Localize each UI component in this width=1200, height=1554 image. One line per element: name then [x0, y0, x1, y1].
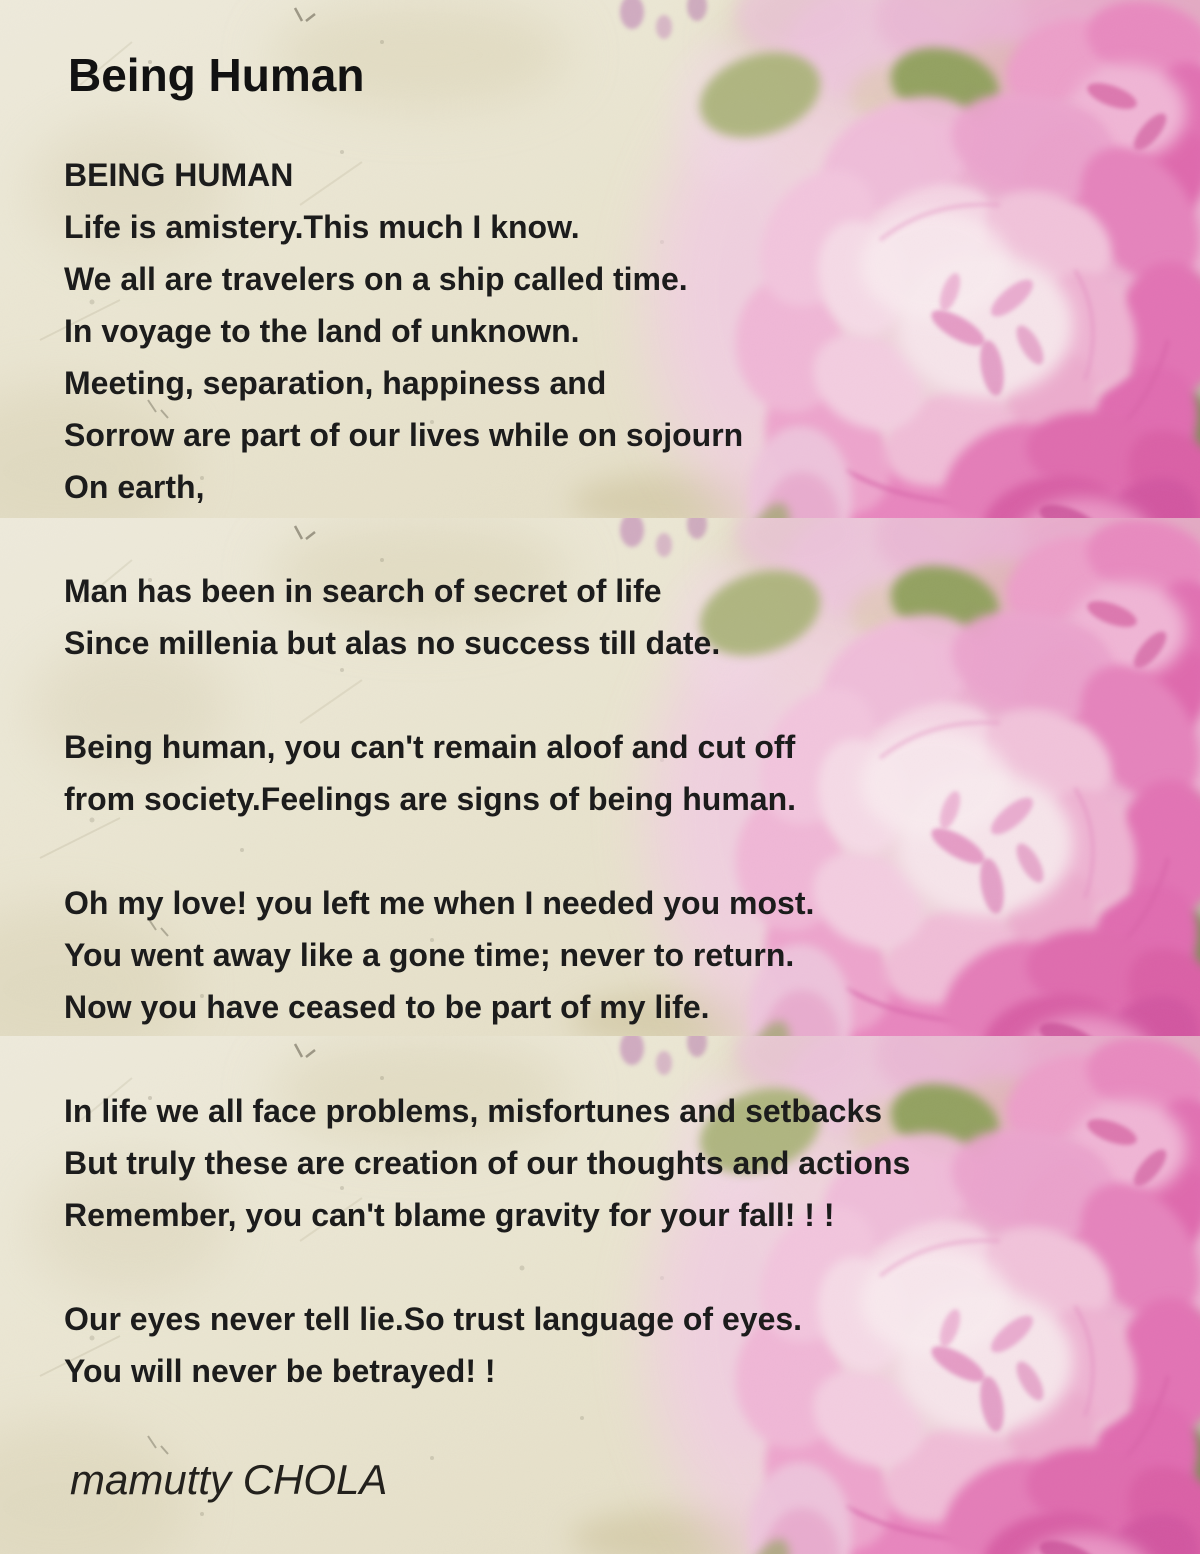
poem-line: In life we all face problems, misfortunes and setbacks — [64, 1093, 883, 1129]
poem-title: Being Human — [68, 49, 365, 101]
poem-line: Meeting, separation, happiness and — [64, 365, 607, 401]
stanza-gap — [64, 1033, 910, 1085]
stanza-gap — [64, 513, 910, 565]
poem-line: In voyage to the land of unknown. — [64, 313, 580, 349]
poem-body — [64, 149, 910, 1397]
poem-line: Since millenia but alas no success till date. — [64, 625, 721, 661]
poem-line: You will never be betrayed! ! — [64, 1353, 496, 1389]
poem-line: Life is amistery.This much I know. — [64, 209, 580, 245]
stanza-gap — [64, 1241, 910, 1293]
author-signature: mamutty CHOLA — [70, 1456, 388, 1503]
poem-line: We all are travelers on a ship called time. — [64, 261, 688, 297]
stanza-gap — [64, 669, 910, 721]
poem-line: Our eyes never tell lie.So trust language of eyes. — [64, 1301, 803, 1337]
poem-line: You went away like a gone time; never to return. — [64, 937, 795, 973]
poem-line: Being human, you can't remain aloof and cut off — [64, 729, 796, 765]
poem-line: But truly these are creation of our thoughts and actions — [64, 1145, 911, 1181]
poem-line: Now you have ceased to be part of my life. — [64, 989, 710, 1025]
poem-line: Sorrow are part of our lives while on sojourn — [64, 417, 744, 453]
stanza-gap — [64, 825, 910, 877]
poem-line: On earth, — [64, 469, 205, 505]
poem-line: BEING HUMAN — [64, 157, 294, 193]
poem-line: Oh my love! you left me when I needed you most. — [64, 885, 815, 921]
poem-line: Man has been in search of secret of life — [64, 573, 662, 609]
poem-line: from society.Feelings are signs of being human. — [64, 781, 796, 817]
poem-line: Remember, you can't blame gravity for your fall! ! ! — [64, 1197, 835, 1233]
